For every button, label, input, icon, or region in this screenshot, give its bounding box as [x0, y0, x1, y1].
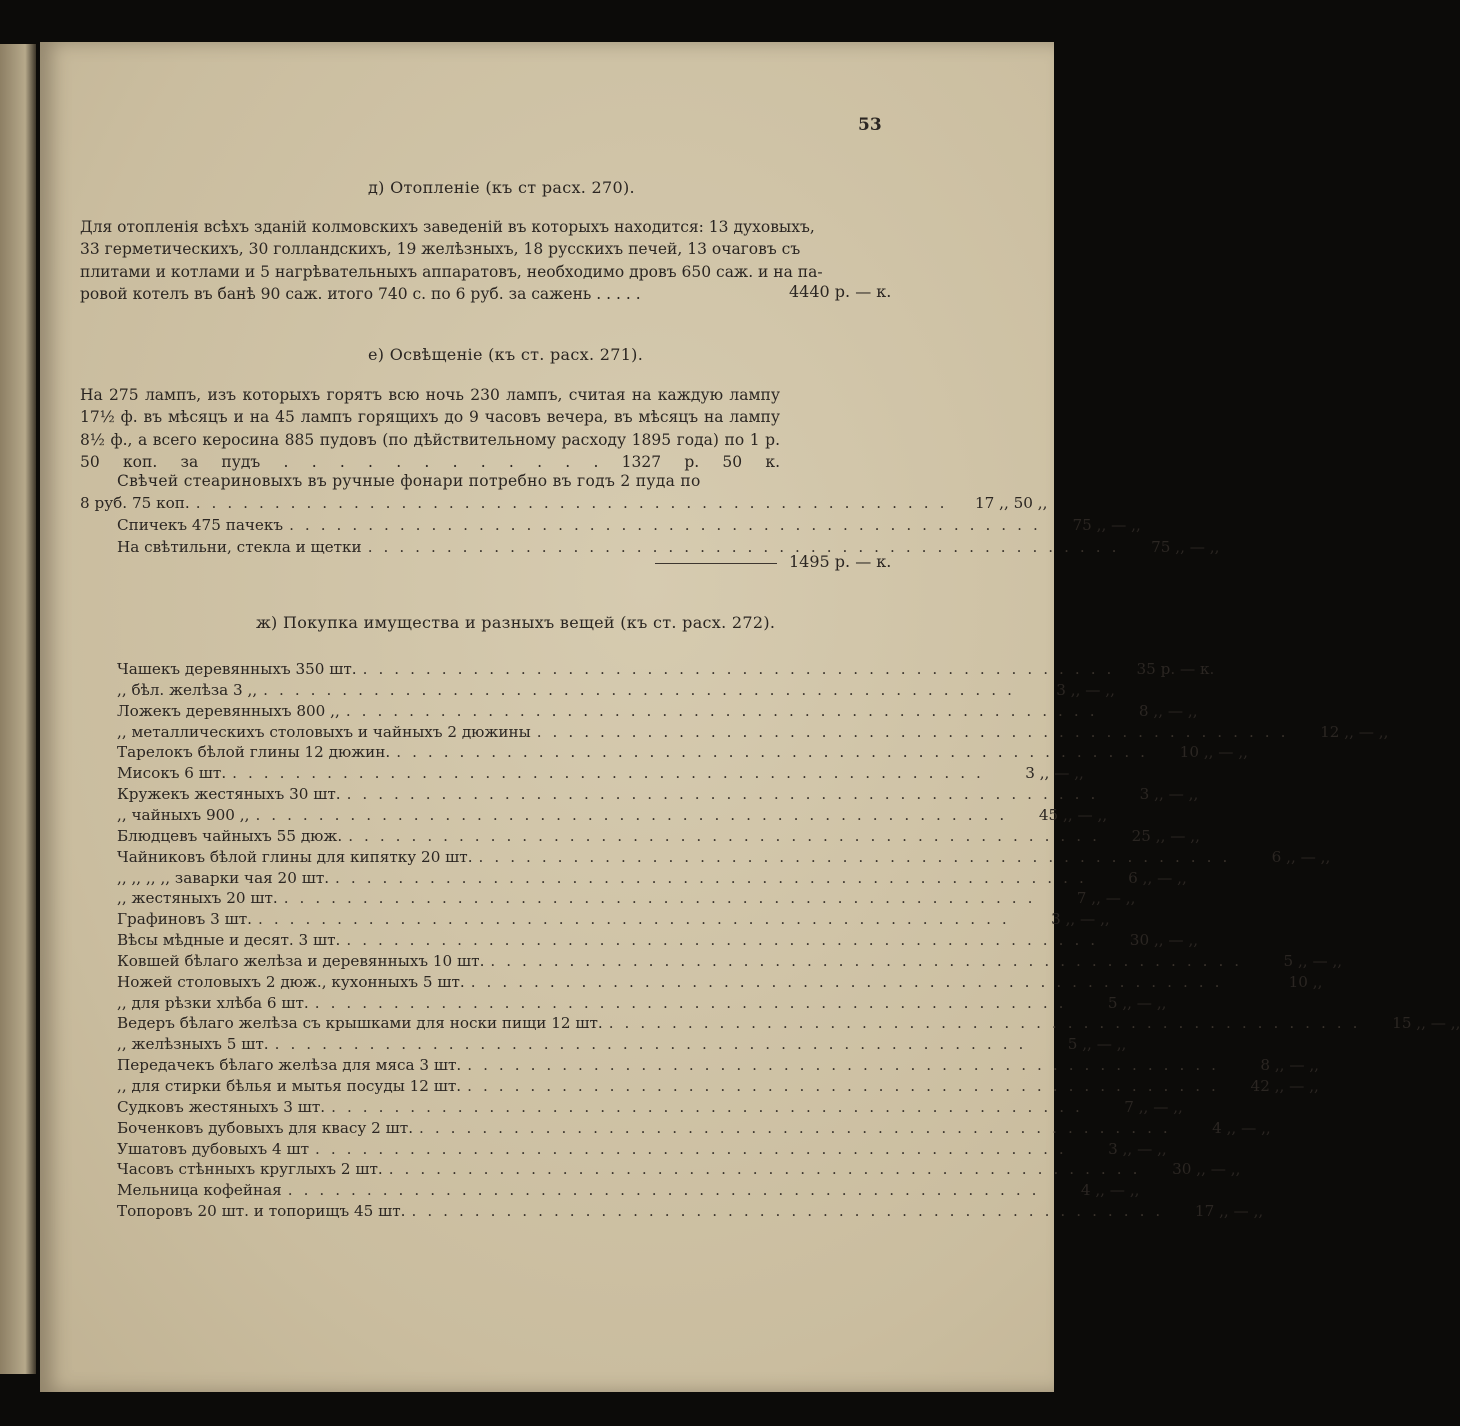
lighting-paragraph [80, 384, 780, 473]
purchase-heading: ж) Покупка имущества и разныхъ вещей (къ ст. расх. 272). [256, 613, 776, 632]
purchase-item-desc: Ковшей бѣлаго желѣза и деревянныхъ 10 шт. [117, 951, 485, 970]
heating-paragraph [80, 216, 823, 305]
purchase-item-row [117, 1118, 1271, 1140]
purchase-item-row [117, 1160, 1241, 1181]
purchase-item-desc: Ведеръ бѣлаго желѣза съ крышками для носки пищи 12 шт. [117, 1014, 603, 1033]
purchase-item-row [117, 993, 1167, 1015]
purchase-item-amount: 25 ,, — ,, [1131, 826, 1200, 845]
purchase-item-desc: Чайниковъ бѣлой глины для кипятку 20 шт. [117, 847, 473, 866]
purchase-item-desc: Мельница кофейная [117, 1181, 282, 1200]
purchase-item-amount: 5 ,, — ,, [1067, 1035, 1127, 1054]
purchase-item-row [117, 847, 1331, 869]
purchase-item-amount: 5 ,, — ,, [1283, 951, 1343, 970]
purchase-item-row [117, 1139, 1167, 1161]
purchase-item-row [117, 868, 1187, 890]
purchase-item-desc: Вѣсы мѣдные и десят. 3 шт. [117, 931, 341, 950]
purchase-item-desc: Боченковъ дубовыхъ для квасу 2 шт. [117, 1118, 414, 1137]
purchase-item-amount: 4 ,, — ,, [1080, 1181, 1140, 1200]
leader-dots: ................................................ [315, 1139, 1075, 1158]
purchase-item-row [117, 972, 1323, 994]
purchase-item-amount: 10 ,, [1288, 972, 1323, 991]
purchase-item-row [117, 1035, 1127, 1056]
purchase-item-amount: 3 ,, — ,, [1108, 1139, 1167, 1158]
left-page-edge [0, 44, 36, 1374]
leader-dots: ................................................ [255, 805, 1016, 824]
leader-dots: ................................................ [346, 785, 1107, 804]
purchase-item-amount: 7 ,, — ,, [1124, 1097, 1183, 1116]
matches-amount: 75 ,, — ,, [1072, 516, 1141, 534]
leader-dots: ................................................ [274, 1035, 1035, 1054]
lighting-line: 8½ ф., а всего керосина 885 пудовъ (по дѣйствительному расходу 1895 года) по 1 р. [80, 430, 780, 449]
purchase-item-desc: Судковъ жестяныхъ 3 шт. [117, 1097, 326, 1116]
purchase-item-row [117, 931, 1199, 952]
candles-row [80, 494, 1048, 515]
purchase-item-amount: 3 ,, — ,, [1139, 785, 1199, 804]
purchase-item-desc: ,, металлическихъ столовыхъ и чайныхъ 2 дюжины [117, 722, 531, 741]
purchase-item-desc: ,, бѣл. желѣза 3 ,, [117, 680, 258, 699]
purchase-item-amount: 30 ,, — ,, [1129, 931, 1199, 950]
purchase-item-amount: 35 р. — к. [1136, 660, 1215, 678]
matches-desc: Спичекъ 475 пачекъ [117, 516, 284, 534]
purchase-item-amount: 17 ,, — ,, [1194, 1202, 1264, 1221]
leader-dots: ................................................ [490, 951, 1251, 970]
candles-line-1: Свѣчей стеариновыхъ въ ручные фонари потребно въ годъ 2 пуда по [117, 472, 701, 490]
purchase-item-row [117, 826, 1200, 848]
leader-dots: ................................................ [331, 1097, 1091, 1116]
purchase-item-desc: ,, жестяныхъ 20 шт. [117, 889, 278, 908]
purchase-item-amount: 3 ,, — ,, [1051, 910, 1110, 929]
purchase-item-amount: 6 ,, — ,, [1128, 868, 1187, 887]
leader-dots: ................................................ [287, 1181, 1048, 1200]
matches-row [117, 516, 1141, 537]
purchase-item-desc: Топоровъ 20 шт. и топорищъ 45 шт. [117, 1202, 406, 1221]
purchase-item-desc: Ушатовъ дубовыхъ 4 шт [117, 1139, 310, 1158]
purchase-item-amount: 3 ,, — ,, [1025, 764, 1084, 783]
purchase-item-row [117, 722, 1389, 744]
purchase-item-amount: 8 ,, — ,, [1138, 701, 1198, 720]
purchase-item-desc: ,, ,, ,, ,, заварки чая 20 шт. [117, 868, 330, 887]
leader-dots: ................................................ [388, 1160, 1149, 1179]
purchase-item-amount: 8 ,, — ,, [1260, 1056, 1319, 1075]
purchase-item-amount: 30 ,, — ,, [1172, 1160, 1241, 1179]
leader-dots: ................................................ [608, 1014, 1369, 1033]
leader-dots: ................................................ [263, 680, 1023, 699]
leader-dots: ................................................ [348, 826, 1108, 845]
leader-dots: ................................................ [283, 889, 1044, 908]
wicks-desc: На свѣтильни, стекла и щетки [117, 538, 362, 556]
purchase-item-row [117, 1077, 1319, 1098]
leader-dots: ................................................ [470, 972, 1231, 991]
lighting-line: На 275 лампъ, изъ которыхъ горятъ всю ночь 230 лампъ, считая на каждую лампу [80, 386, 780, 404]
candles-amount: 17 ,, 50 ,, [974, 494, 1048, 512]
purchase-item-row [117, 910, 1110, 931]
lighting-total: 1495 р. — к. [789, 552, 892, 571]
purchase-item-row [117, 805, 1108, 827]
candles-desc: 8 руб. 75 коп. [80, 494, 190, 512]
heating-line: 33 герметическихъ, 30 голландскихъ, 19 желѣзныхъ, 18 русскихъ печей, 13 очаговъ съ [80, 240, 801, 259]
leader-dots: ................................................ [367, 538, 1128, 556]
leader-dots: ................................................ [536, 722, 1297, 741]
leader-dots: ................................................ [345, 701, 1106, 720]
leader-dots: ................................................ [289, 516, 1049, 534]
sum-rule [655, 563, 777, 564]
leader-dots: ................................................ [478, 847, 1239, 866]
purchase-item-amount: 6 ,, — ,, [1271, 847, 1331, 866]
purchase-item-row [117, 785, 1199, 806]
purchase-item-amount: 4 ,, — ,, [1212, 1118, 1271, 1137]
purchase-item-row [117, 660, 1215, 681]
purchase-item-row [117, 701, 1198, 723]
purchase-item-desc: Часовъ стѣнныхъ круглыхъ 2 шт. [117, 1160, 383, 1179]
purchase-item-row [117, 1056, 1319, 1077]
heating-line: ровой котелъ въ банѣ 90 саж. итого 740 с. по 6 руб. за сажень . . . . . [80, 284, 641, 303]
purchase-item-desc: ,, чайныхъ 900 ,, [117, 805, 250, 824]
leader-dots: ................................................ [314, 993, 1075, 1012]
purchase-item-amount: 7 ,, — ,, [1076, 889, 1136, 908]
purchase-item-amount: 42 ,, — ,, [1250, 1077, 1319, 1095]
purchase-item-desc: Тарелокъ бѣлой глины 12 дюжин. [117, 743, 391, 762]
purchase-item-row [117, 1014, 1460, 1035]
purchase-item-desc: Кружекъ жестяныхъ 30 шт. [117, 785, 341, 804]
purchase-item-desc: Чашекъ деревянныхъ 350 шт. [117, 660, 357, 678]
wicks-row [117, 538, 1220, 559]
heating-line: плитами и котлами и 5 нагрѣвательныхъ аппаратовъ, необходимо дровъ 650 саж. и на па- [80, 262, 823, 281]
leader-dots: ................................................ [258, 910, 1018, 929]
purchase-item-desc: Ножей столовыхъ 2 дюж., кухонныхъ 5 шт. [117, 972, 465, 991]
purchase-item-desc: Ложекъ деревянныхъ 800 ,, [117, 701, 340, 720]
leader-dots: ................................................ [335, 868, 1095, 887]
purchase-item-desc: Блюдцевъ чайныхъ 55 дюж. [117, 826, 343, 845]
lighting-line: 17½ ф. въ мѣсяцъ и на 45 лампъ горящихъ до 9 часовъ вечера, въ мѣсяцъ на лампу [80, 408, 780, 427]
purchase-item-amount: 15 ,, — ,, [1392, 1014, 1460, 1033]
purchase-item-desc: Мисокъ 6 шт. [117, 764, 227, 783]
leader-dots: ................................................ [467, 1077, 1227, 1095]
lighting-line: 50 коп. за пудъ . . . . . . . . . . . . 1327 р. 50 к. [80, 452, 780, 471]
leader-dots: ................................................ [195, 494, 956, 512]
page-number: 53 [858, 115, 882, 135]
heating-total: 4440 р. — к. [789, 282, 892, 301]
purchase-item-desc: ,, желѣзныхъ 5 шт. [117, 1035, 269, 1054]
purchase-item-row [117, 951, 1343, 973]
purchase-item-desc: Графиновъ 3 шт. [117, 910, 252, 929]
leader-dots: ................................................ [411, 1202, 1172, 1221]
purchase-item-row [117, 743, 1248, 764]
purchase-item-amount: 45 ,, — ,, [1038, 805, 1108, 824]
purchase-item-row [117, 764, 1084, 785]
purchase-item-amount: 3 ,, — ,, [1056, 680, 1115, 699]
lighting-heading: е) Освѣщеніе (къ ст. расх. 271). [368, 345, 644, 364]
leader-dots: ................................................ [232, 764, 992, 783]
purchase-item-row [117, 680, 1115, 702]
purchase-item-desc: ,, для рѣзки хлѣба 6 шт. [117, 993, 309, 1012]
purchase-item-row [117, 1181, 1140, 1202]
purchase-item-desc: ,, для стирки бѣлья и мытья посуды 12 шт. [117, 1077, 462, 1095]
leader-dots: ................................................ [362, 660, 1123, 678]
purchase-item-row [117, 1097, 1183, 1119]
heating-line: Для отопленія всѣхъ зданій колмовскихъ заведеній въ которыхъ находится: 13 духовыхъ, [80, 218, 815, 236]
heating-heading: д) Отопленіе (къ ст расх. 270). [368, 178, 635, 197]
leader-dots: ................................................ [467, 1056, 1227, 1075]
purchase-item-amount: 10 ,, — ,, [1179, 743, 1248, 762]
purchase-item-row [117, 889, 1136, 910]
leader-dots: ................................................ [346, 931, 1107, 950]
purchase-item-amount: 5 ,, — ,, [1107, 993, 1167, 1012]
leader-dots: ................................................ [396, 743, 1156, 762]
wicks-amount: 75 ,, — ,, [1151, 538, 1220, 556]
purchase-item-row [117, 1202, 1264, 1223]
leader-dots: ................................................ [419, 1118, 1179, 1137]
purchase-item-amount: 12 ,, — ,, [1320, 722, 1389, 741]
purchase-item-desc: Передачекъ бѣлаго желѣза для мяса 3 шт. [117, 1056, 462, 1075]
